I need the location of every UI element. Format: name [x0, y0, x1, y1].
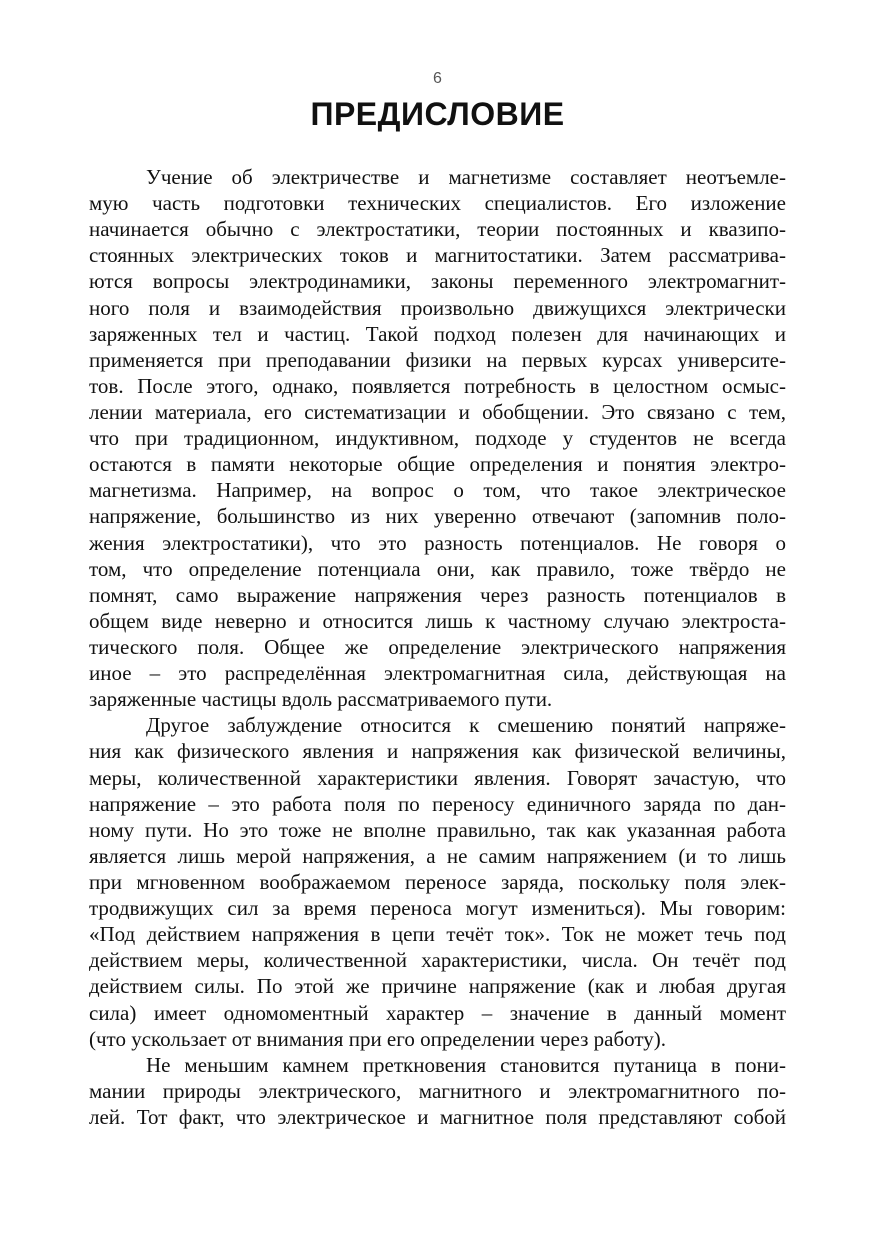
text-line: тов. После этого, однако, появляется потребность в целостном осмыс- [89, 373, 786, 398]
text-line: напряжение, большинство из них уверенно отвечают (запомнив поло- [89, 504, 786, 529]
text-line: Не меньшим камнем преткновения становится путаница в пони- [146, 1052, 786, 1077]
text-line: иное – это распределённая электромагнитная сила, действующая на [89, 661, 786, 686]
text-line: заряженные частицы вдоль рассматриваемого пути. [89, 687, 553, 712]
text-line: что при традиционном, индуктивном, подходе у студентов не всегда [89, 426, 786, 451]
text-line: общем виде неверно и относится лишь к частному случаю электроста- [89, 608, 786, 633]
text-line: действием меры, количественной характеристики, числа. Он течёт под [89, 948, 786, 973]
text-line: тродвижущих сил за время переноса могут измениться). Мы говорим: [89, 896, 786, 921]
text-line: жения электростатики), что это разность потенциалов. Не говоря о [89, 530, 786, 555]
text-line: меры, количественной характеристики явления. Говорят зачастую, что [89, 765, 786, 790]
page-title: ПРЕДИСЛОВИЕ [310, 96, 565, 132]
text-line: лей. Тот факт, что электрическое и магнитное поля представляют собой [89, 1104, 786, 1129]
text-line: (что ускользает от внимания при его определении через работу). [89, 1026, 667, 1051]
text-line: мую часть подготовки технических специалистов. Его изложение [89, 191, 786, 216]
text-line: сила) имеет одномоментный характер – значение в данный момент [89, 1000, 786, 1025]
text-line: применяется при преподавании физики на первых курсах университе- [89, 347, 786, 372]
text-line: помнят, само выражение напряжения через разность потенциалов в [89, 582, 786, 607]
text-line: ному пути. Но это тоже не вполне правильно, так как указанная работа [89, 817, 786, 842]
text-line: стоянных электрических токов и магнитостатики. Затем рассматрива- [89, 243, 786, 268]
text-line: том, что определение потенциала они, как правило, тоже твёрдо не [89, 556, 786, 581]
text-line: ются вопросы электродинамики, законы переменного электромагнит- [89, 269, 786, 294]
text-line: Учение об электричестве и магнетизме составляет неотъемле- [146, 165, 786, 189]
text-line: напряжение – это работа поля по переносу единичного заряда по дан- [89, 791, 786, 816]
text-line: является лишь мерой напряжения, а не самим напряжением (и то лишь [89, 843, 786, 868]
text-line: «Под действием напряжения в цепи течёт ток». Ток не может течь под [89, 922, 786, 947]
text-line: лении материала, его систематизации и обобщении. Это связано с тем, [89, 399, 786, 424]
text-line: ного поля и взаимодействия произвольно движущихся электрически [89, 295, 786, 320]
body-text [89, 164, 786, 1130]
text-line: ния как физического явления и напряжения как физической величины, [89, 739, 786, 764]
text-line: при мгновенном воображаемом переносе заряда, поскольку поля элек- [89, 869, 786, 894]
text-line: Другое заблуждение относится к смешению понятий напряже- [146, 713, 786, 738]
text-line: начинается обычно с электростатики, теории постоянных и квазипо- [89, 217, 786, 242]
page-number: 6 [433, 70, 442, 87]
text-line: остаются в памяти некоторые общие определения и понятия электро- [89, 452, 786, 477]
text-line: мании природы электрического, магнитного и электромагнитного по- [89, 1078, 786, 1103]
text-line: тического поля. Общее же определение электрического напряжения [89, 634, 786, 659]
text-line: магнетизма. Например, на вопрос о том, что такое электрическое [89, 478, 786, 503]
text-line: заряженных тел и частиц. Такой подход полезен для начинающих и [89, 321, 786, 346]
text-line: действием силы. По этой же причине напряжение (как и любая другая [89, 974, 786, 999]
